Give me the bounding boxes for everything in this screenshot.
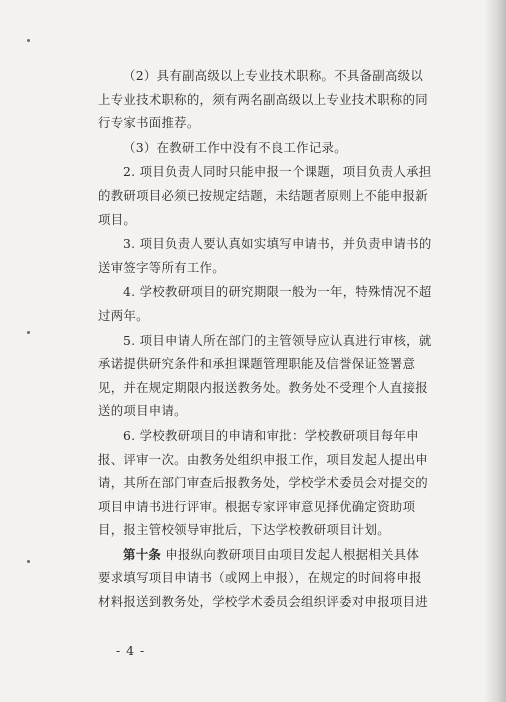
- text-line: 3. 项目负责人要认真如实填写申请书，并负责申请书的: [123, 236, 432, 252]
- paragraph-item-5: [98, 329, 460, 423]
- text-line: 送审签字等所有工作。: [98, 259, 225, 275]
- text-line: 材料报送到教务处，学校学术委员会组织评委对申报项目进: [98, 594, 428, 610]
- text-line: 5. 项目申请人所在部门的主管领导应认真进行审核，就: [123, 332, 432, 348]
- paragraph-item-3: [98, 232, 460, 279]
- paragraph-qualification-3: [98, 136, 460, 160]
- text-line: 的教研项目必须已按规定结题，未结题者原则上不能申报新: [98, 187, 428, 203]
- text-line: 送的项目申请。: [98, 403, 187, 419]
- page-edge-shadow: [484, 0, 506, 702]
- paragraph-item-6: [98, 424, 460, 542]
- text-line: 6. 学校教研项目的申请和审批：学校教研项目每年申: [123, 427, 419, 443]
- article-text: 申报纵向教研项目由项目发起人根据相关具体: [165, 546, 420, 562]
- text-line: [98, 543, 460, 567]
- paragraph-article-10: [98, 543, 460, 614]
- paragraph-item-4: [98, 280, 460, 327]
- text-line: 报、评审一次。由教务处组织申报工作，项目发起人提出申: [98, 451, 428, 467]
- text-line: （3）在教研工作中没有不良工作记录。: [123, 139, 347, 155]
- text-line: 承诺提供研究条件和承担课题管理职能及信誉保证签署意: [98, 356, 416, 372]
- paragraph-item-2: [98, 160, 460, 231]
- text-line: 上专业技术职称的，须有两名副高级以上专业技术职称的同: [98, 91, 428, 107]
- page-number: - 4 -: [116, 643, 146, 658]
- text-line: 过两年。: [98, 307, 149, 323]
- text-line: 见，并在规定期限内报送教务处。教务处不受理个人直接报: [98, 379, 428, 395]
- scan-mark: [27, 331, 30, 334]
- text-line: 项目。: [98, 211, 137, 227]
- text-line: 4. 学校教研项目的研究期限一般为一年，特殊情况不超: [123, 284, 432, 300]
- document-body: [98, 64, 460, 615]
- text-line: 2. 项目负责人同时只能申报一个课题，项目负责人承担: [123, 164, 432, 180]
- text-line: 要求填写项目申请书（或网上申报），在规定的时间将申报: [98, 570, 422, 586]
- text-line: 项目申请书进行评审。根据专家评审意见择优确定资助项: [98, 498, 416, 514]
- scan-mark: [27, 560, 30, 563]
- paragraph-qualification-2: [98, 64, 460, 135]
- text-line: 请，其所在部门审查后报教务处，学校学术委员会对提交的: [98, 475, 428, 491]
- article-heading: 第十条: [123, 546, 162, 562]
- text-line: 目，报主管校领导审批后，下达学校教研项目计划。: [98, 522, 390, 538]
- text-line: （2）具有副高级以上专业技术职称。不具备副高级以: [123, 68, 424, 83]
- text-line: 行专家书面推荐。: [98, 115, 200, 131]
- scan-mark: [27, 39, 30, 42]
